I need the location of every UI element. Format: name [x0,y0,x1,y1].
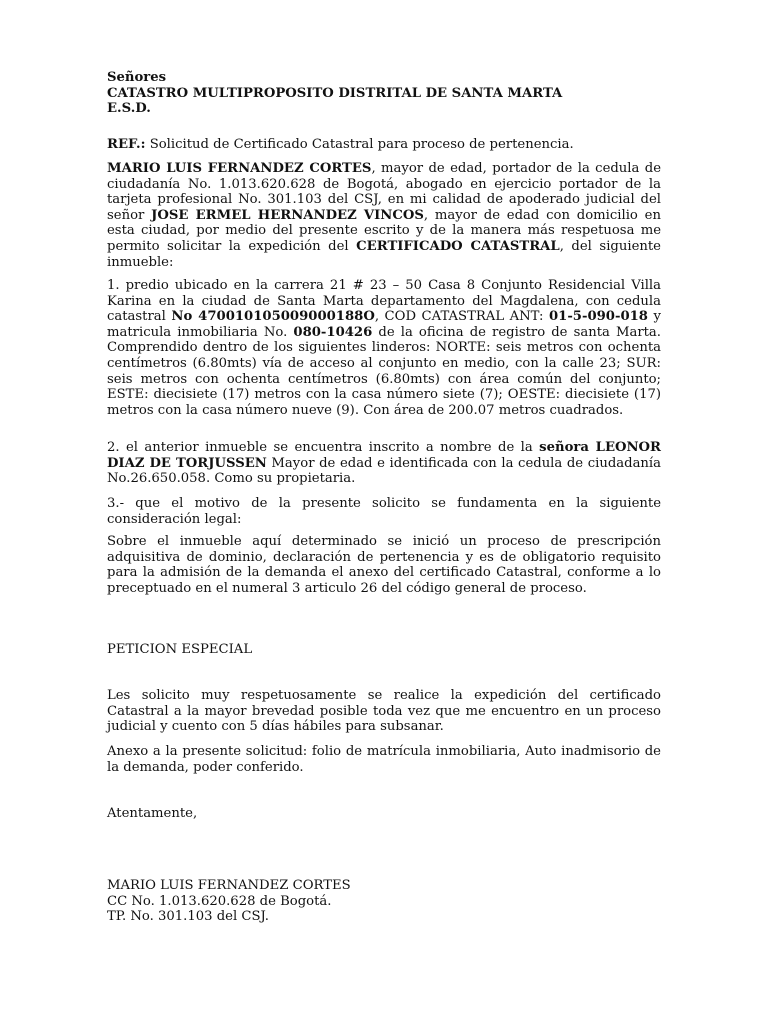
intro-text-2: , mayor de edad con domicilio en esta ciudad, por medio del presente escrito y de la manera más respetuosa me permito solicitar la expedición del [107,207,661,254]
closing: Atentamente, [107,806,198,821]
intro-text-1: , mayor de edad, portador de la cedula de ciudadanía No. 1.013.620.628 de Bogotá, abogado en ejercicio portador de la tarjeta profesional No. 301.103 del CSJ, en mi calidad de apoderado judicial del señor [107,161,662,223]
reference-label: REF.: [107,137,146,152]
matricula-number: 080-10426 [293,324,373,340]
item-2-paragraph [107,440,661,487]
certificate-title: CERTIFICADO CATASTRAL [356,238,560,254]
esd-line: E.S.D. [107,101,151,117]
reference-text: Solicitud de Certificado Catastral para proceso de pertenencia. [145,137,574,152]
signature-name: MARIO LUIS FERNANDEZ CORTES [107,878,351,893]
intro-paragraph [107,161,661,270]
intro-text-3: , del siguiente inmueble: [107,238,661,270]
owner-name: señora LEONOR DIAZ DE TORJUSSEN [107,440,661,471]
item-1-paragraph [107,278,661,418]
addressee-block [107,70,661,117]
signature-cc: CC No. 1.013.620.628 de Bogotá. [107,893,332,909]
lawyer-name: MARIO LUIS FERNANDEZ CORTES [107,161,372,176]
request-paragraph: Les solicito muy respetuosamente se realice la expedición del certificado Catastral a la mayor brevedad posible toda vez que me encuentro en un proceso judicial y cuento con 5 días hábiles para subsanar. [107,688,661,735]
item-1-text-4: de la oficina de registro de santa Marta. Comprendido dentro de los siguientes linderos: NORTE: seis metros con ochenta centímetros (6.80mts) vía de acceso al conjunto en medio, con la calle 23; SUR: seis metros con ochenta centímetros (6.80mts) con área común del conjunto; ESTE: diecisiete (17) metros con la casa número siete (7); OESTE: diecisiete (17) metros con la casa número nueve (9). Con área de 200.07 metros cuadrados. [107,324,661,418]
catastral-number: No 470010105009000188O [171,309,375,325]
item-1-text-1: 1. predio ubicado en la carrera 21 # 23 – 50 Casa 8 Conjunto Residencial Villa Karina en la ciudad de Santa Marta departamento del Magdalena, con cedula catastral [107,278,661,325]
reference-line [107,137,661,153]
annex-paragraph: Anexo a la presente solicitud: folio de matrícula inmobiliaria, Auto inadmisorio de la demanda, poder conferido. [107,744,661,775]
entity-name: CATASTRO MULTIPROPOSITO DISTRITAL DE SANTA MARTA [107,85,563,101]
item-2-text-1: 2. el anterior inmueble se encuentra inscrito a nombre de la [107,440,540,455]
salutation: Señores [107,70,167,85]
item-1-text-2: , COD CATASTRAL ANT: [374,309,549,325]
signature-block [107,878,661,925]
special-request-heading: PETICION ESPECIAL [107,642,253,657]
item-1-text-3: y matricula inmobiliaria No. [107,309,661,340]
item-2-text-2: Mayor de edad e identificada con la cedula de ciudadanía No.26.650.058. Como su propietaria. [107,455,661,487]
client-name: JOSE ERMEL HERNANDEZ VINCOS [151,207,424,223]
signature-tp: TP. No. 301.103 del CSJ. [107,909,269,925]
catastral-ant-code: 01-5-090-018 [548,309,648,325]
item-3-paragraph: 3.- que el motivo de la presente solicito se fundamenta en la siguiente consideración legal: [107,496,661,527]
legal-paragraph: Sobre el inmueble aquí determinado se inició un proceso de prescripción adquisitiva de dominio, declaración de pertenencia y es de obligatorio requisito para la admisión de la demanda el anexo del certificado Catastral, conforme a lo preceptuado en el numeral 3 articulo 26 del código general de proceso. [107,534,661,596]
